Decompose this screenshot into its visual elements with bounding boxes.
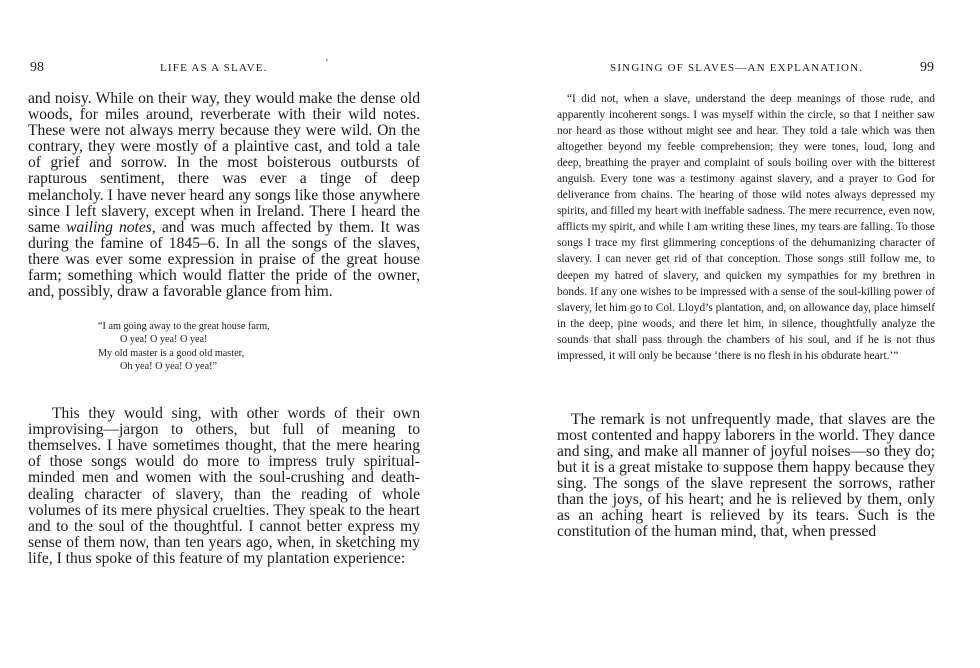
song-line: Oh yea! O yea! O yea!” <box>120 360 218 372</box>
paragraph-text: and noisy. While on their way, they would make the dense old woods, for miles around, reverberate with their wild notes. These were not always merry because they were wild. On the contrary, they were mostly of a plaintive cast, and told a tale of grief and sorrow. In the most boisterous outbursts of rapturous sentiment, there was ever a tinge of deep melancholy. I have never heard any songs like those anywhere since I left slavery, except when in Ireland. There I heard the same <box>28 90 420 236</box>
right-page-body <box>557 91 935 541</box>
emphasized-phrase: wailing notes <box>66 218 152 236</box>
song-verse <box>98 320 420 373</box>
stray-mark: ' <box>326 58 330 69</box>
right-page-header <box>557 62 935 78</box>
page-number: 98 <box>30 60 44 75</box>
running-head: SINGING OF SLAVES—AN EXPLANATION. <box>610 62 864 74</box>
left-page <box>28 0 420 668</box>
running-head: LIFE AS A SLAVE. <box>160 62 268 74</box>
paragraph-text: , and was much affected by them. It was during the famine of 1845–6. In all the songs of the slaves, there was ever some expression in praise of the great house farm; something which would flatter the pride of the owner, and, possibly, draw a favorable glance from him. <box>28 218 420 301</box>
page-number: 99 <box>920 60 934 75</box>
block-quotation: “I did not, when a slave, understand the deep meanings of those rude, and apparently incoherent songs. I was myself within the circle, so that I neither saw nor heard as those without might see and hear. They told a tale which was then altogether beyond my feeble comprehension; they were tones, loud, long and deep, breathing the prayer and complaint of souls boiling over with the bitterest anguish. Every tone was a testimony against slavery, and a prayer to God for deliverance from chains. The hearing of those wild notes always depressed my spirits, and filled my heart with ineffable sadness. The mere recurrence, even now, afflicts my spirit, and while I am writing these lines, my tears are falling. To those songs I trace my first glimmering conceptions of the dehumanizing character of slavery. I can never get rid of that conception. Those songs still follow me, to deepen my hatred of slavery, and quicken my sympathies for my brethren in bonds. If any one wishes to be impressed with a sense of the soul-killing power of slavery, let him go to Col. Lloyd’s plantation, and, on allowance day, place himself in the deep, pine woods, and there let him, in silence, thoughtfully analyze the sounds that shall pass through the chambers of his soul, and if he is not thus impressed, it will only be because ‘there is no flesh in his obdurate heart.’” <box>557 93 935 362</box>
paragraph <box>28 91 420 300</box>
song-line: “I am going away to the great house farm, <box>98 321 270 333</box>
paragraph: This they would sing, with other words of their own improvising—jargon to others, but full of meaning to themselves. I have sometimes thought, that the mere hearing of those songs would do more to impress truly spiritual-minded men and women with the soul-crushing and death-dealing character of slavery, than the reading of whole volumes of its mere physical cruelties. They speak to the heart and to the soul of the thoughtful. I cannot better express my sense of them now, than ten years ago, when, in sketching my life, I thus spoke of this feature of my plantation experience: <box>28 405 420 567</box>
left-page-body <box>28 91 420 567</box>
song-line: My old master is a good old master, <box>98 347 245 359</box>
left-page-header <box>28 58 420 78</box>
song-line: O yea! O yea! O yea! <box>120 334 208 346</box>
right-page <box>557 0 935 668</box>
paragraph: The remark is not unfrequently made, that slaves are the most contented and happy laborers in the world. They dance and sing, and make all manner of joyful noises—so they do; but it is a great mistake to suppose them happy because they sing. The songs of the slave represent the sorrows, rather than the joys, of his heart; and he is relieved by them, only as an aching heart is relieved by its tears. Such is the constitution of the human mind, that, when pressed <box>557 410 935 541</box>
